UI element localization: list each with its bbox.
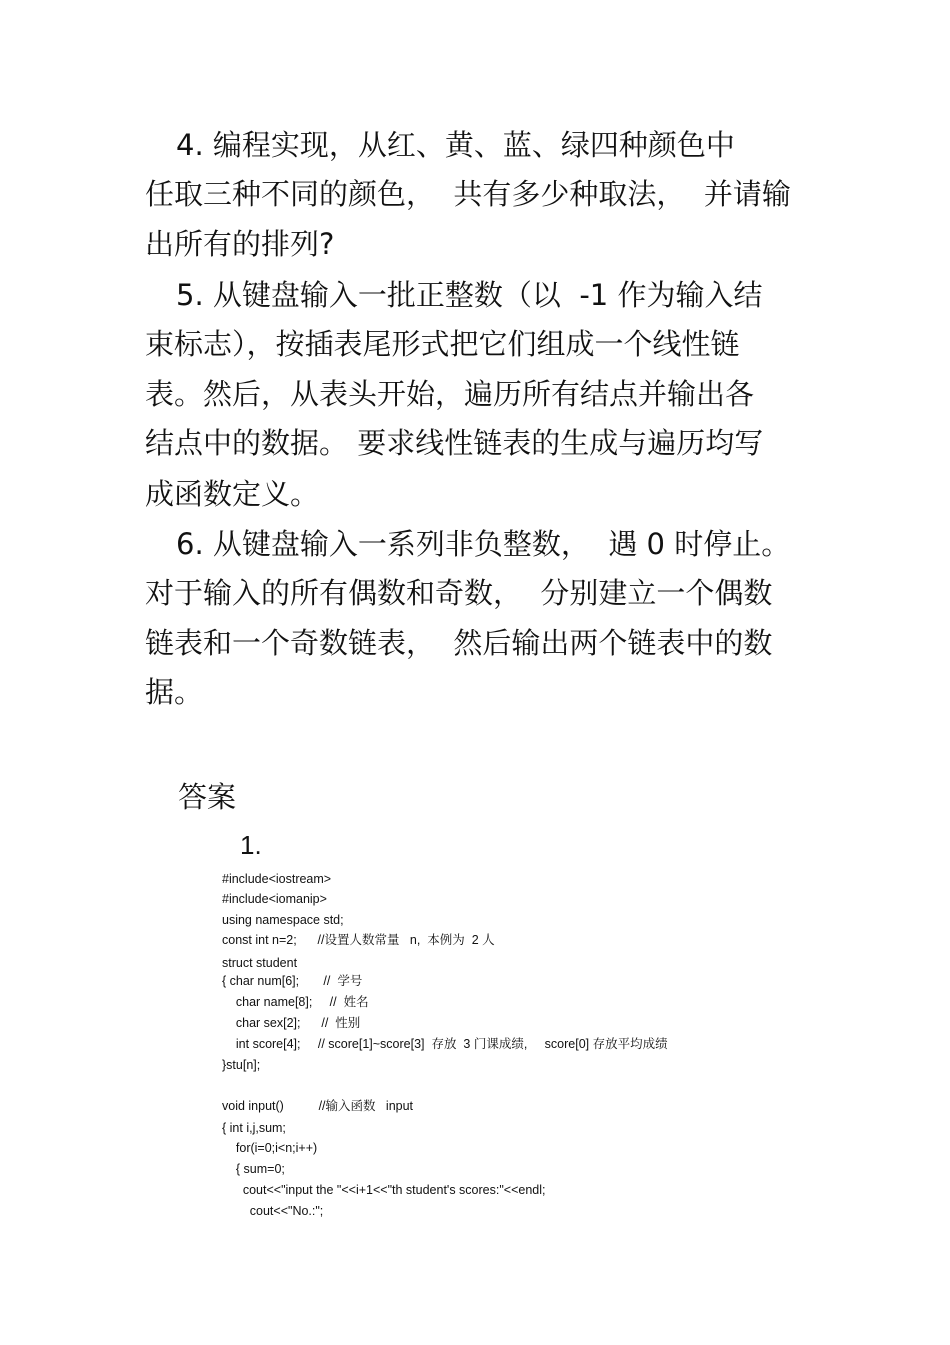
code-line: { sum=0; bbox=[222, 1162, 285, 1176]
code-line: cout<<"No.:"; bbox=[222, 1204, 324, 1218]
code-line: #include<iostream> bbox=[222, 872, 332, 886]
question-4-line-1: 4. 编程实现，从红、黄、蓝、绿四种颜色中 bbox=[176, 128, 735, 162]
code-line: int score[4]; // score[1]~score[3] 存放 3 门课成绩, score[0] 存放平均成绩 bbox=[222, 1037, 668, 1051]
code-line: #include<iomanip> bbox=[222, 892, 327, 906]
code-line: { int i,j,sum; bbox=[222, 1121, 286, 1135]
code-line: void input() //输入函数 input bbox=[222, 1099, 414, 1113]
code-line: for(i=0;i<n;i++) bbox=[222, 1141, 318, 1155]
code-line: cout<<"input the "<<i+1<<"th student's scores:"<<endl; bbox=[222, 1183, 546, 1197]
question-6-line-3: 链表和一个奇数链表， 然后输出两个链表中的数 bbox=[145, 626, 773, 660]
question-6-line-1: 6. 从键盘输入一系列非负整数， 遇 0 时停止。 bbox=[176, 527, 791, 561]
question-5-line-2: 束标志），按插表尾形式把它们组成一个线性链 bbox=[145, 327, 740, 361]
code-line: using namespace std; bbox=[222, 913, 344, 927]
question-4-line-2: 任取三种不同的颜色， 共有多少种取法， 并请输 bbox=[145, 177, 791, 211]
question-5-line-3: 表。然后，从表头开始，遍历所有结点并输出各 bbox=[145, 377, 755, 411]
question-6-line-4: 据。 bbox=[145, 675, 204, 709]
answer-number: 1. bbox=[240, 830, 262, 860]
code-line: char name[8]; // 姓名 bbox=[222, 995, 369, 1009]
question-5-line-5: 成函数定义。 bbox=[145, 477, 320, 511]
code-line: }stu[n]; bbox=[222, 1058, 261, 1072]
question-5-line-1: 5. 从键盘输入一批正整数（以 -1 作为输入结 bbox=[176, 278, 763, 312]
answer-heading: 答案 bbox=[178, 780, 237, 814]
question-4-line-3: 出所有的排列? bbox=[145, 227, 335, 261]
code-line: struct student bbox=[222, 956, 298, 970]
code-line: { char num[6]; // 学号 bbox=[222, 974, 363, 988]
code-line: const int n=2; //设置人数常量 n, 本例为 2 人 bbox=[222, 933, 495, 947]
code-line: char sex[2]; // 性别 bbox=[222, 1016, 361, 1030]
question-6-line-2: 对于输入的所有偶数和奇数， 分别建立一个偶数 bbox=[145, 576, 773, 610]
question-5-line-4: 结点中的数据。 要求线性链表的生成与遍历均写 bbox=[145, 426, 764, 460]
